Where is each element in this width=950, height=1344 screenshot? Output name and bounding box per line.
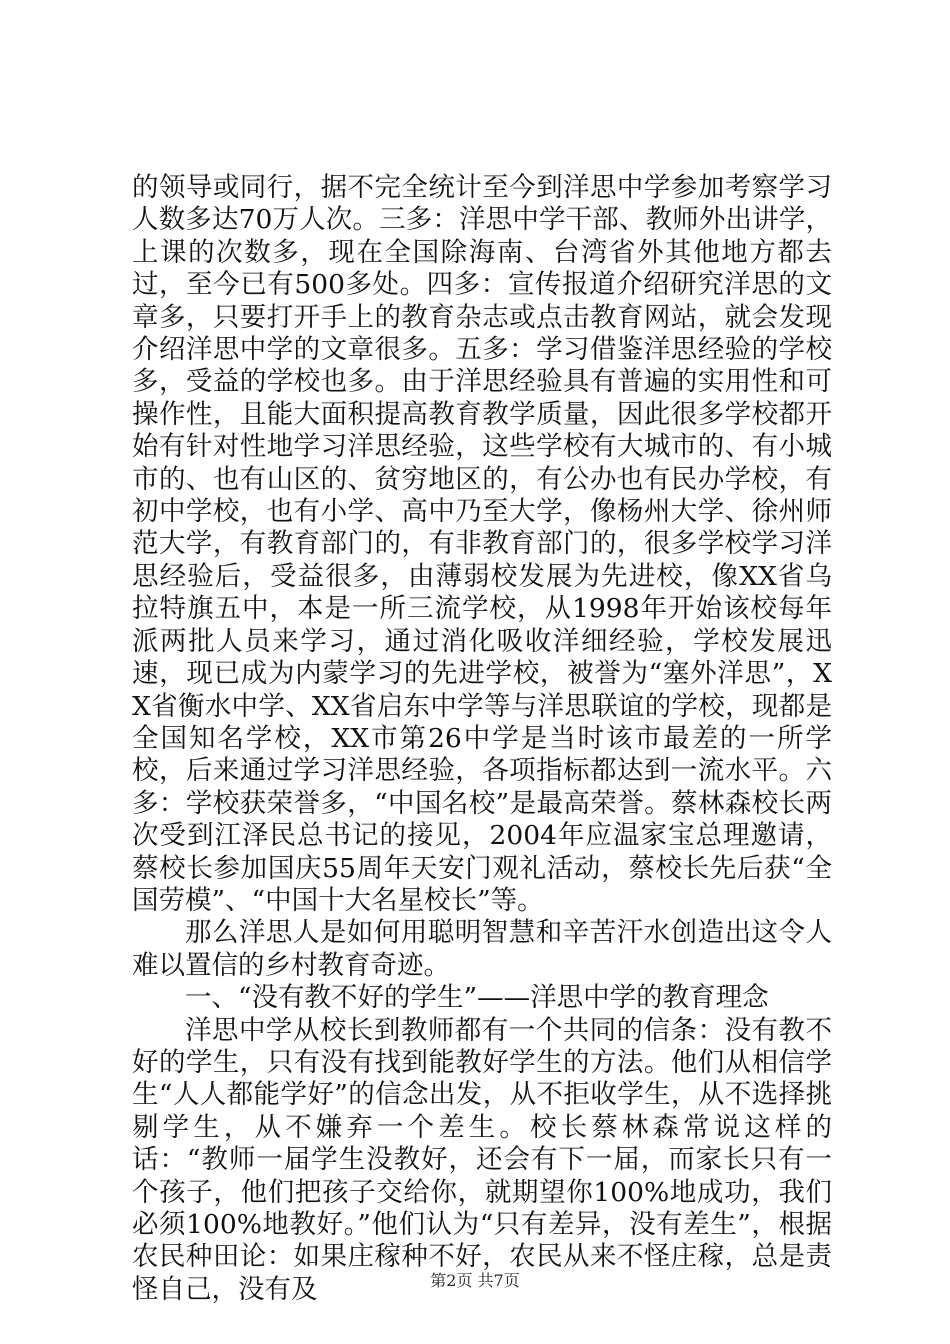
document-body bbox=[132, 172, 832, 1306]
paragraph-philosophy: 洋思中学从校长到教师都有一个共同的信条：没有教不好的学生，只有没有找到能教好学生的方法。他们从相信学生“人人都能学好”的信念出发，从不拒收学生，从不选择挑剔学生，从不嫌弃一个差生。校长蔡林森常说这样的话：“教师一届学生没教好，还会有下一届，而家长只有一个孩子，他们把孩子交给你，就期望你100%地成功，我们必须100%地教好。”他们认为“只有差异，没有差生”，根据农民种田论：如果庄稼种不好，农民从来不怪庄稼，总是责怪自己，没有及 bbox=[132, 1014, 832, 1305]
paragraph-continuation: 的领导或同行，据不完全统计至今到洋思中学参加考察学习人数多达70万人次。三多：洋思中学干部、教师外出讲学，上课的次数多，现在全国除海南、台湾省外其他地方都去过，至今已有500多处。四多：宣传报道介绍研究洋思的文章多，只要打开手上的教育杂志或点击教育网站，就会发现介绍洋思中学的文章很多。五多：学习借鉴洋思经验的学校多，受益的学校也多。由于洋思经验具有普遍的实用性和可操作性，且能大面积提高教育教学质量，因此很多学校都开始有针对性地学习洋思经验，这些学校有大城市的、有小城市的、也有山区的、贫穷地区的，有公办也有民办学校，有初中学校，也有小学、高中乃至大学，像杨州大学、徐州师范大学，有教育部门的，有非教育部门的，很多学校学习洋思经验后，受益很多，由薄弱校发展为先进校，像XX省乌拉特旗五中，本是一所三流学校，从1998年开始该校每年派两批人员来学习，通过消化吸收洋细经验，学校发展迅速，现已成为内蒙学习的先进学校，被誉为“塞外洋思”，XX省衡水中学、XX省启东中学等与洋思联谊的学校，现都是全国知名学校，XX市第26中学是当时该市最差的一所学校，后来通过学习洋思经验，各项指标都达到一流水平。六多：学校获荣誉多，“中国名校”是最高荣誉。蔡林森校长两次受到江泽民总书记的接见，2004年应温家宝总理邀请，蔡校长参加国庆55周年天安门观礼活动，蔡校长先后获“全国劳模”、“中国十大名星校长”等。 bbox=[132, 172, 832, 916]
page-number-footer: 第2页 共7页 bbox=[430, 1271, 520, 1290]
section-heading: 一、“没有教不好的学生”——洋思中学的教育理念 bbox=[185, 982, 769, 1014]
paragraph-question: 那么洋思人是如何用聪明智慧和辛苦汗水创造出这令人难以置信的乡村教育奇迹。 bbox=[132, 917, 832, 981]
